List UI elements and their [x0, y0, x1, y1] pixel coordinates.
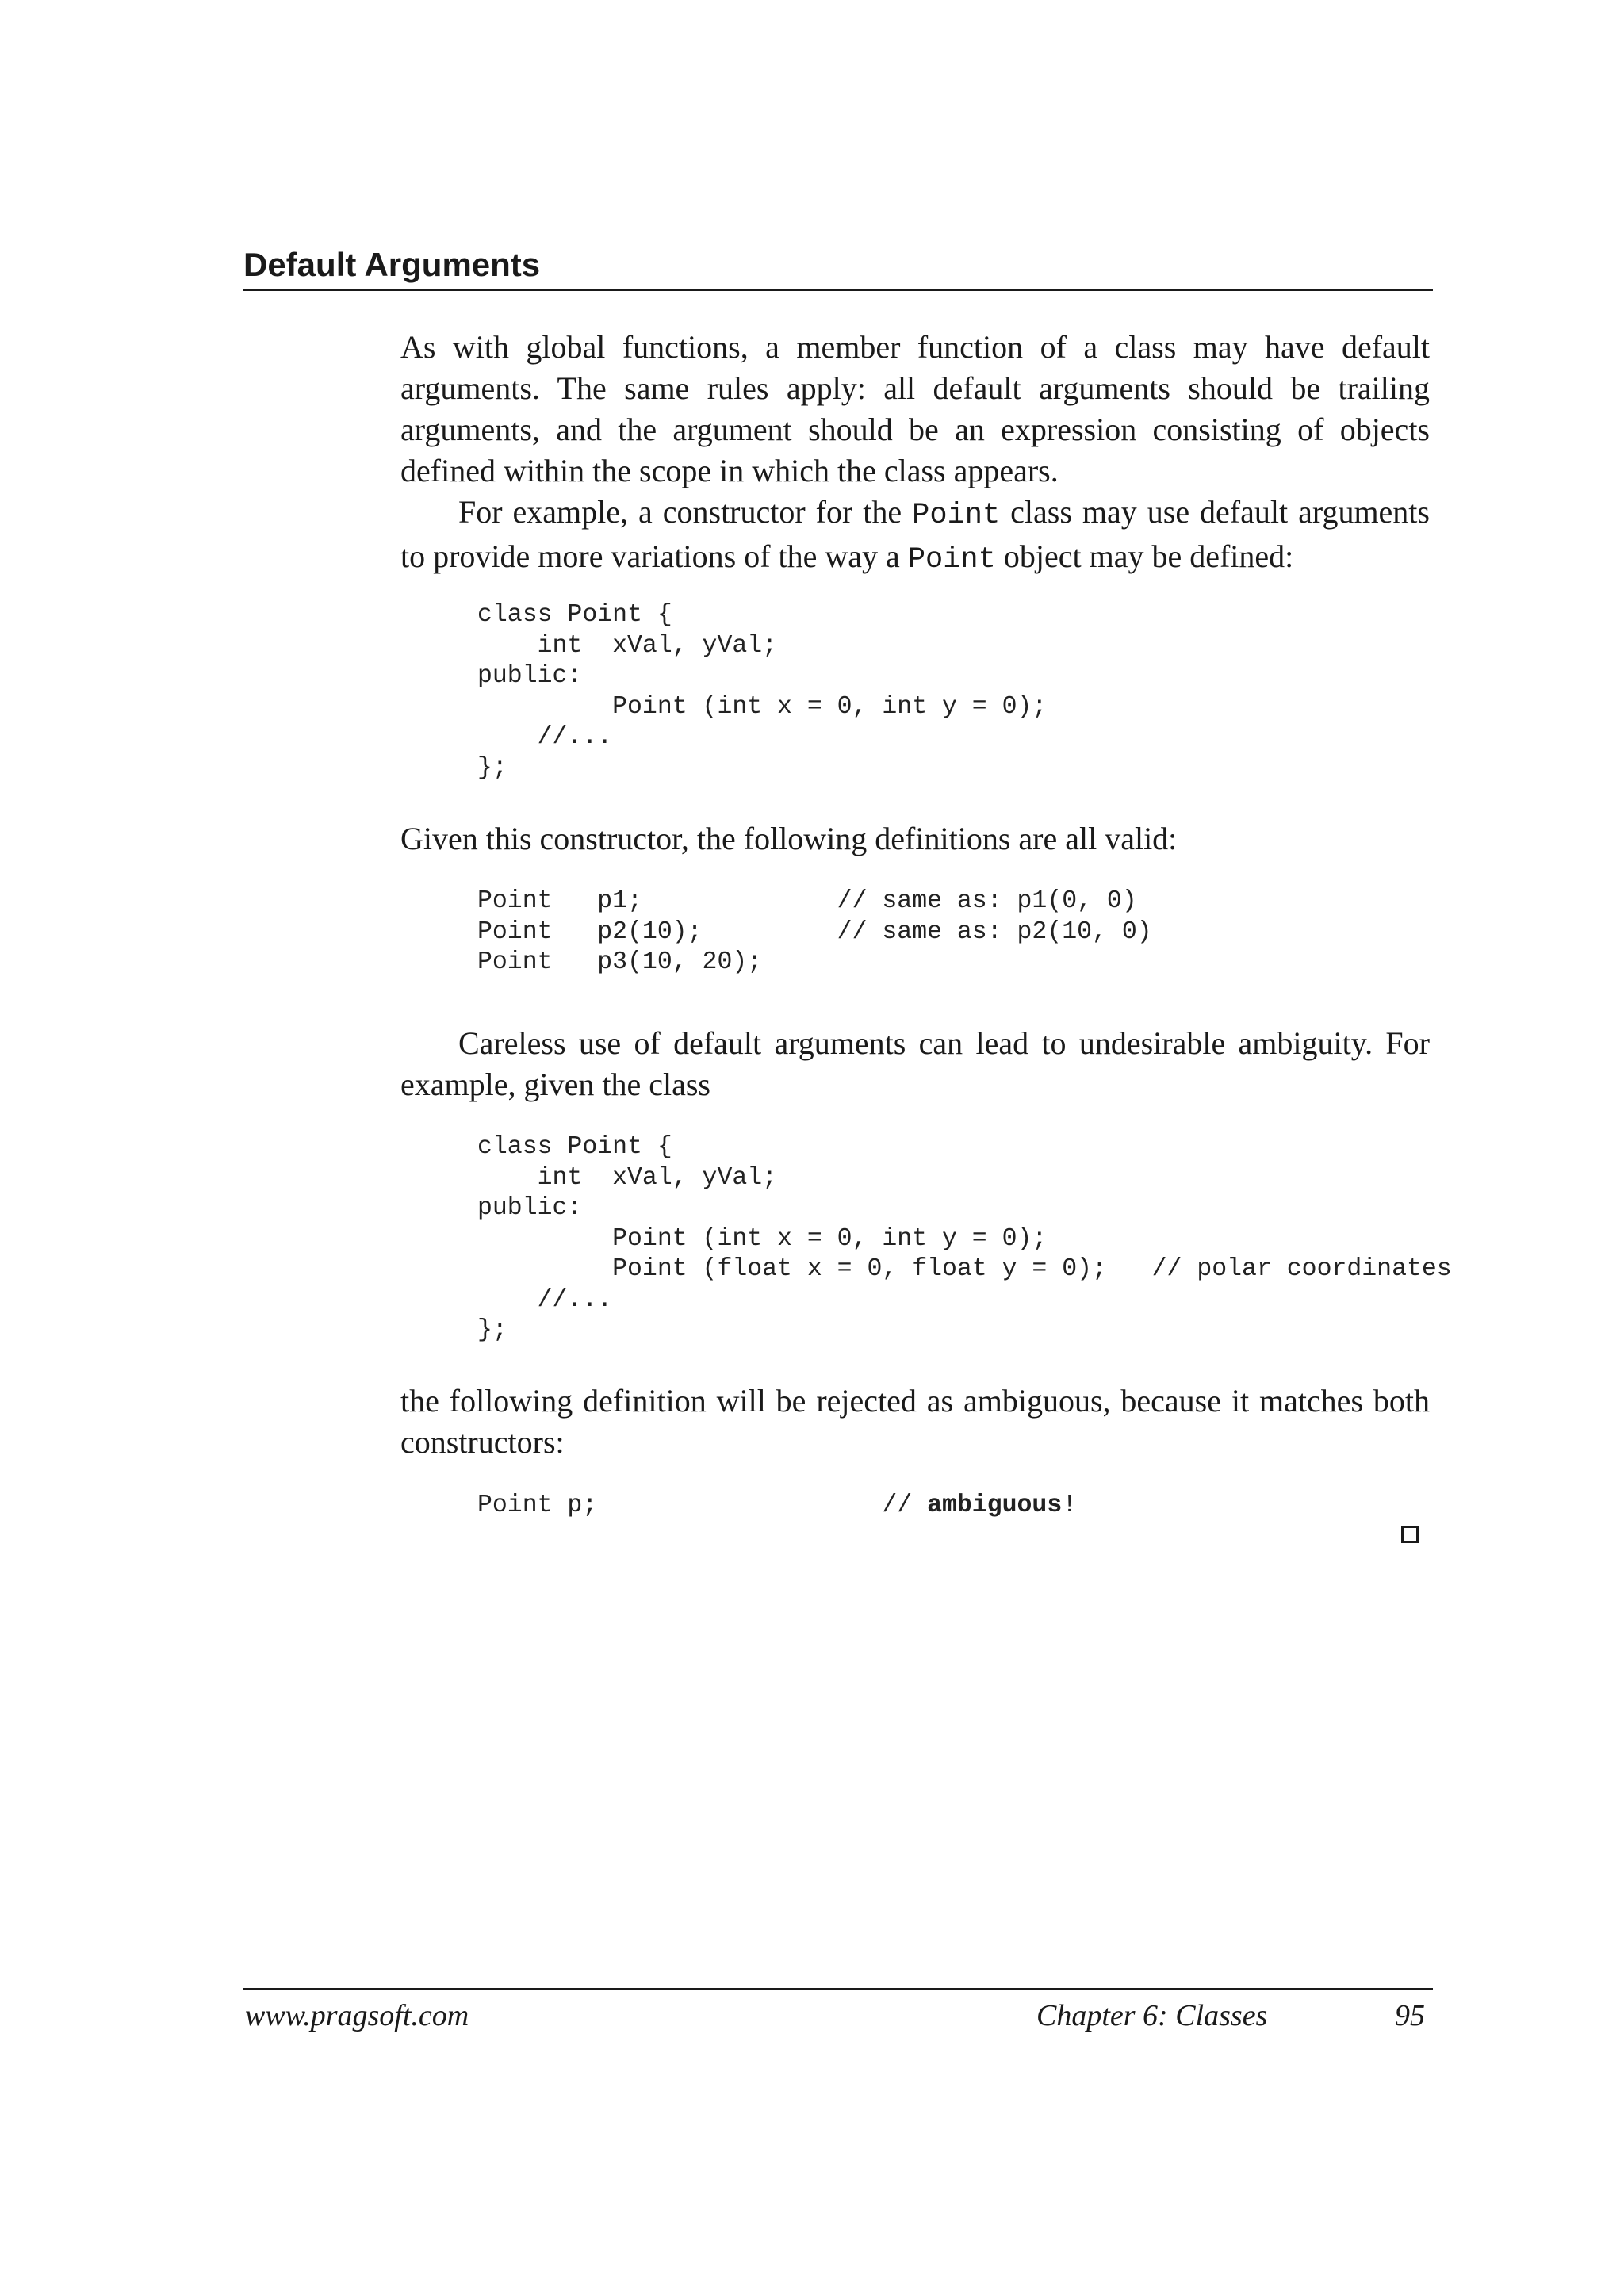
- section-heading: [243, 244, 1433, 291]
- paragraph-intro: As with global functions, a member function of a class may have default arguments. The same rules apply: all default arguments should be trailing arguments, and the argument should be an expression consisting of objects defined within the scope in which the class appears.: [400, 329, 1430, 488]
- code-block-ambiguous-definition: [477, 1491, 1077, 1522]
- code-text-suffix: !: [1062, 1492, 1078, 1519]
- code-text-ambiguous: ambiguous: [927, 1492, 1063, 1519]
- section-title: Default Arguments: [243, 246, 541, 283]
- footer-chapter: Chapter 6: Classes: [1036, 1999, 1268, 2032]
- inline-code-point-1: Point: [912, 499, 1001, 532]
- paragraph-example: [400, 492, 1430, 580]
- paragraph-example-text-1: For example, a constructor for the: [458, 494, 913, 530]
- paragraph-rejected: the following definition will be rejected as ambiguous, because it matches both constructors:: [400, 1383, 1430, 1460]
- footer-website: www.pragsoft.com: [245, 1999, 469, 2032]
- code-block-ambiguous-class: class Point { int xVal, yVal; public: Point (int x = 0, int y = 0); Point (float x = 0, float y = 0); // polar coordinates //... };: [477, 1133, 1452, 1344]
- page-footer: [243, 1988, 1433, 2038]
- footer-page-number: 95: [1395, 1999, 1425, 2032]
- end-of-section-square-icon: [1401, 1526, 1419, 1543]
- paragraph-example-text-3: object may be defined:: [995, 538, 1294, 574]
- code-block-definitions: Point p1; // same as: p1(0, 0) Point p2(10); // same as: p2(10, 0) Point p3(10, 20);: [477, 887, 1152, 976]
- paragraph-example-text-2: class may use default arguments to provide more variations of the way a: [400, 494, 1430, 574]
- code-text-prefix: Point p; //: [477, 1492, 928, 1519]
- inline-code-point-2: Point: [907, 543, 996, 576]
- code-block-class-point: class Point { int xVal, yVal; public: Point (int x = 0, int y = 0); //... };: [477, 601, 1048, 782]
- paragraph-ambiguity: Careless use of default arguments can lead to undesirable ambiguity. For example, given the class: [400, 1025, 1430, 1102]
- paragraph-valid-definitions: Given this constructor, the following definitions are all valid:: [400, 821, 1178, 856]
